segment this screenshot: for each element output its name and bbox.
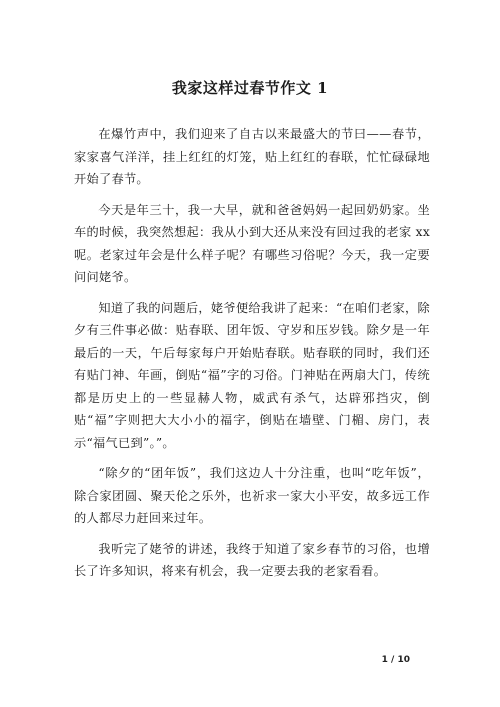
paragraph-4: “除夕的“团年饭”，我们这边人十分注重，也叫“吃年饭”，除合家团圆、聚天伦之乐外，也祈求一家大小平安，故多远工作的人都尽力赶回来过年。 <box>74 466 430 525</box>
paragraph-5: 我听完了姥爷的讲述，我终于知道了家乡春节的习俗，也增长了许多知识，将来有机会，我一定要去我的老家看看。 <box>74 541 430 578</box>
paragraph-3: 知道了我的问题后，姥爷便给我讲了起来：“在咱们老家，除夕有三件事必做：贴春联、团年饭、守岁和压岁钱。除夕是一年最后的一天，午后每家每户开始贴春联。贴春联的同时，我们还有贴门神、年画，倒贴“福”字的习俗。门神贴在两扇大门，传统都是历史上的一些显赫人物，威武有杀气，达辟邪挡灾，倒贴“福”字则把大大小小的福字，倒贴在墙壁、门楣、房门，表示“福气已到”。”。 <box>74 300 430 450</box>
paragraph-2: 今天是年三十，我一大早，就和爸爸妈妈一起回奶奶家。坐车的时候，我突然想起：我从小到大还从来没有回过我的老家 xx 呢。老家过年会是什么样子呢？有哪些习俗呢？今天，我一定要问问姥爷。 <box>74 202 430 284</box>
page-number: 1 / 10 <box>381 655 410 665</box>
document-body <box>74 123 430 591</box>
document-title: 我家这样过春节作文 1 <box>171 79 329 97</box>
paragraph-1: 在爆竹声中，我们迎来了自古以来最盛大的节曰——春节，家家喜气洋洋，挂上红红的灯笼，贴上红红的春联，忙忙碌碌地开始了春节。 <box>74 127 430 186</box>
